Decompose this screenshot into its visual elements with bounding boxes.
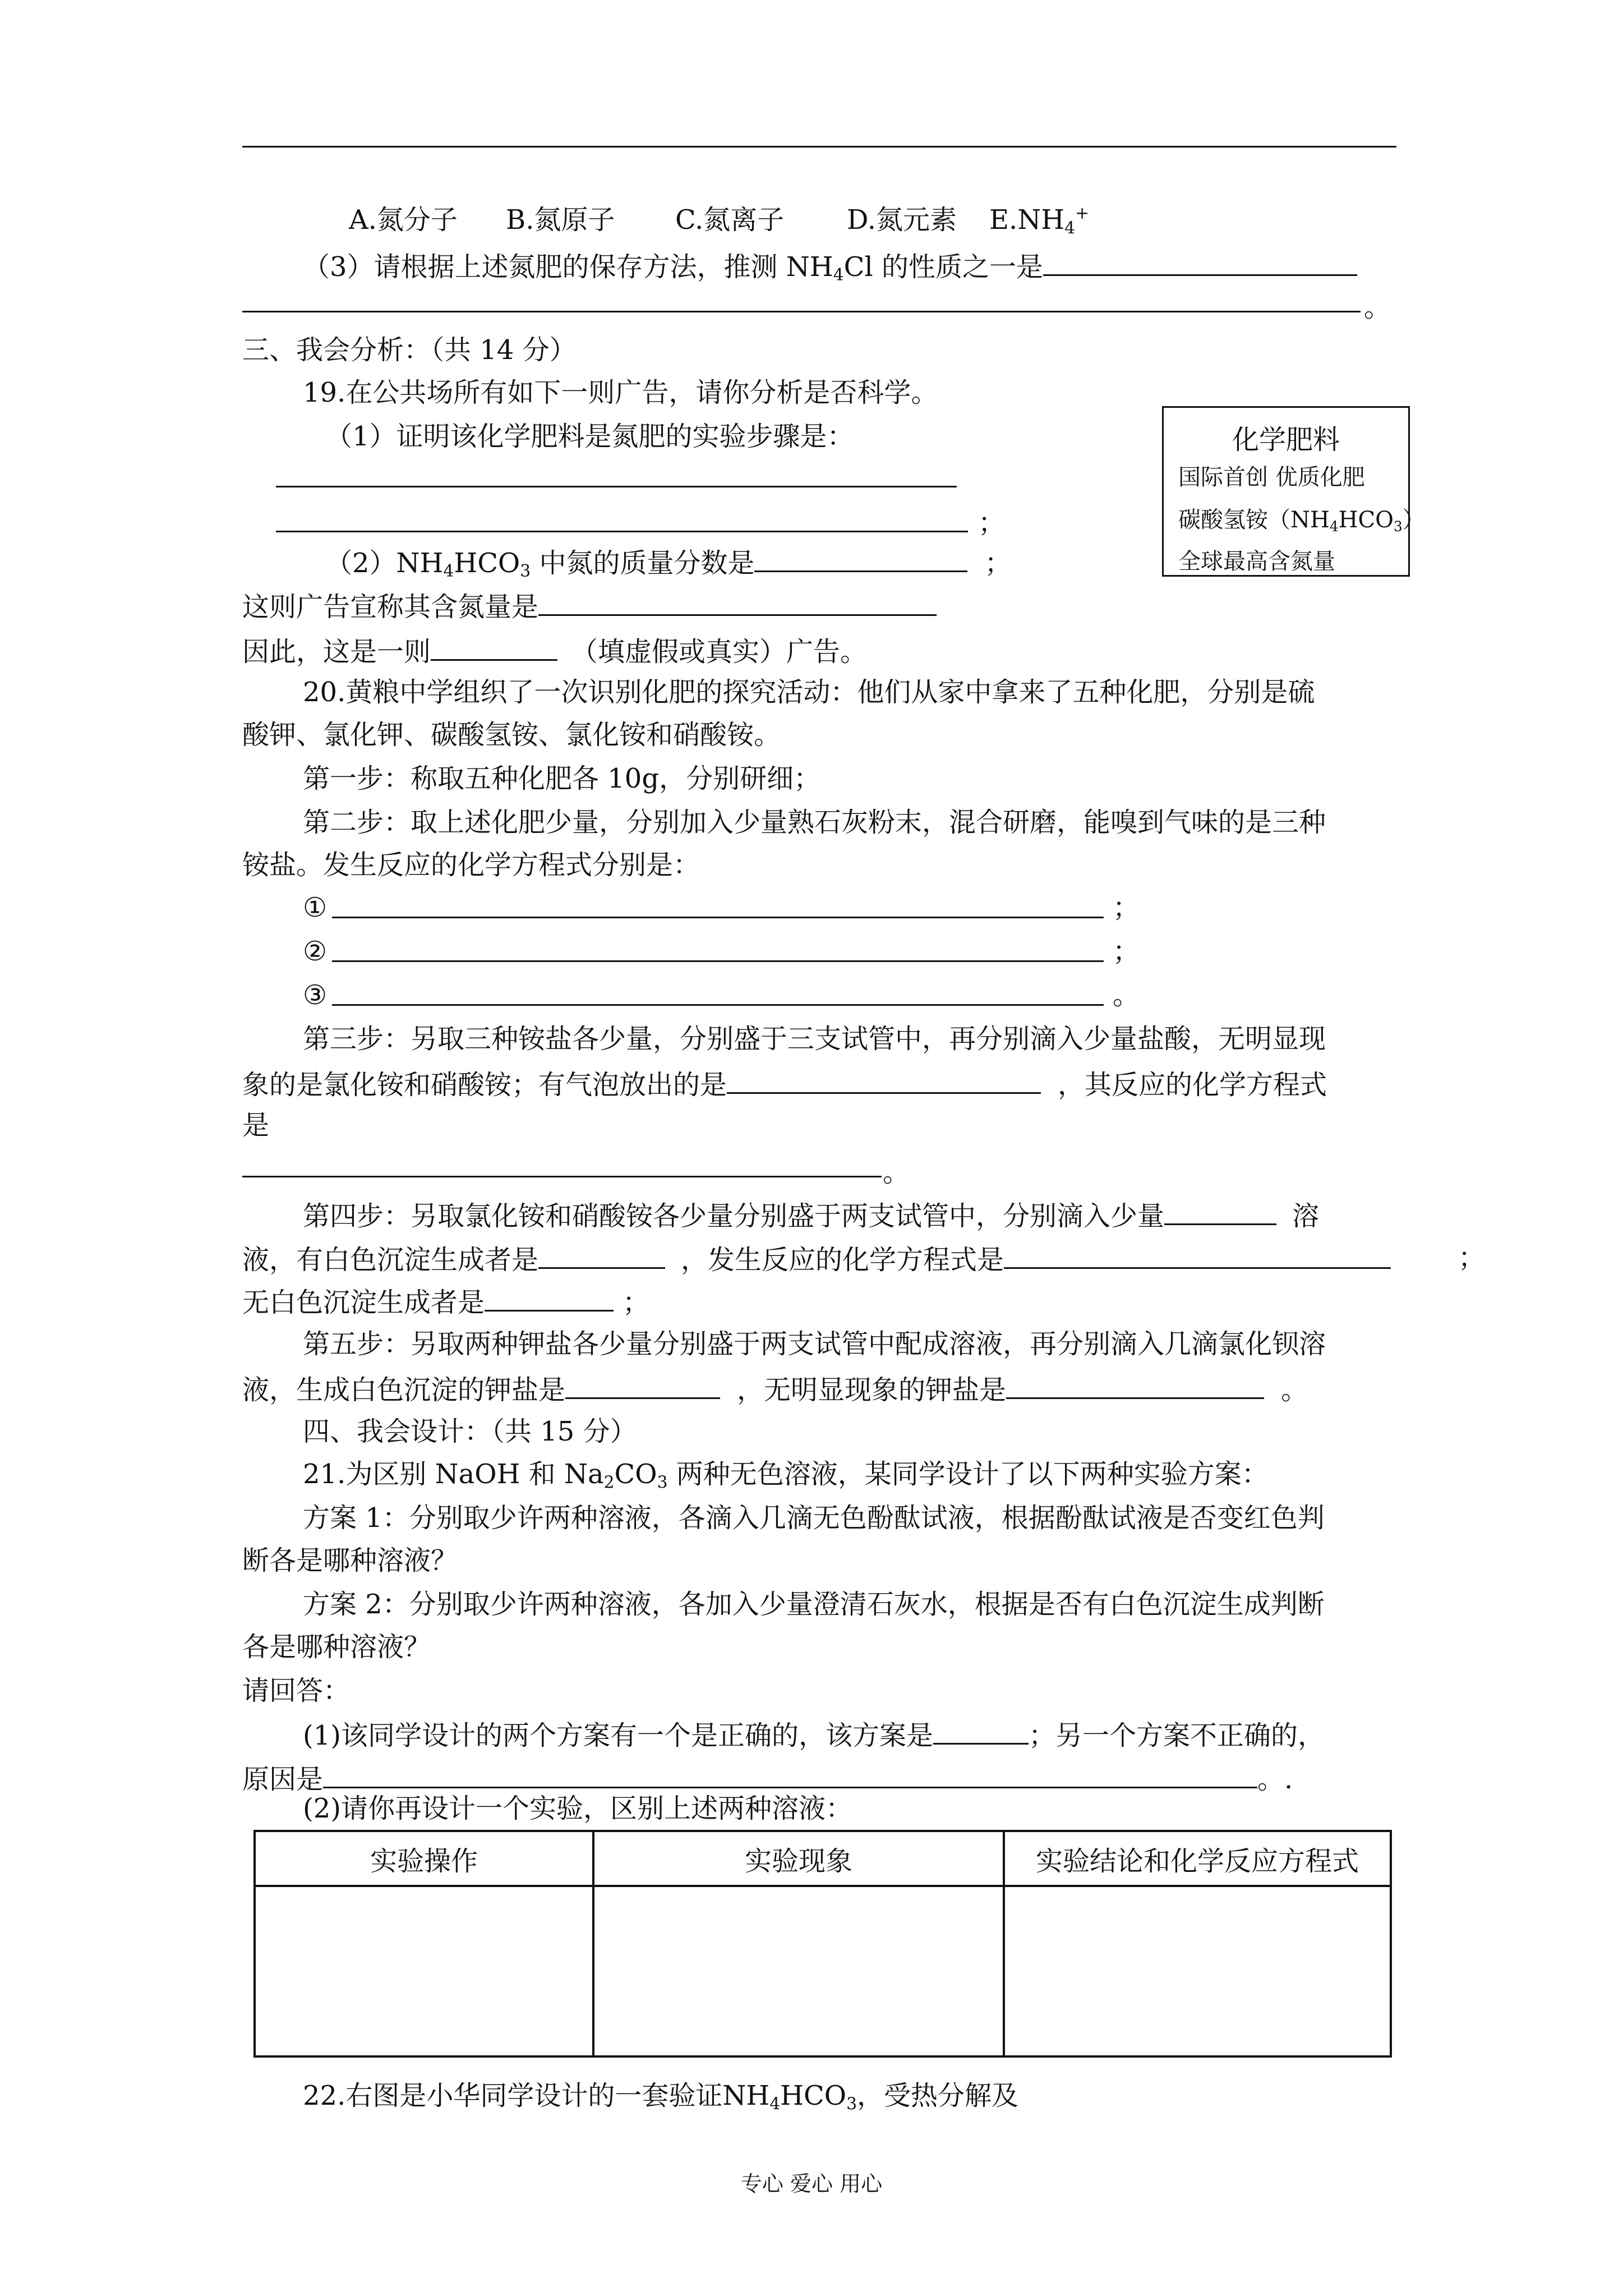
q20-step1: 第一步：称取五种化肥各 10g，分别研细； <box>303 763 821 794</box>
q20-step3-line3: 是 <box>242 1110 270 1141</box>
q19-claim: 这则广告宣称其含氮量是 <box>242 591 937 620</box>
q20-step5-line1: 第五步：另取两种钾盐各少量分别盛于两支试管中配成溶液，再分别滴入几滴氯化钡溶 <box>303 1328 1326 1360</box>
q19-conclusion: 因此，这是一则 （填虚假或真实）广告。 <box>242 636 868 668</box>
answer-blank[interactable] <box>485 1287 614 1312</box>
q21-plan1-line1: 方案 1：分别取少许两种溶液，各滴入几滴无色酚酞试液，根据酚酞试液是否变红色判 <box>303 1502 1325 1534</box>
answer-blank[interactable] <box>431 636 557 661</box>
answer-blank[interactable] <box>933 1720 1029 1745</box>
answer-blank[interactable] <box>754 547 967 572</box>
q20-step4-line2-end: ； <box>1458 1242 1486 1273</box>
answer-blank[interactable] <box>1006 1374 1264 1399</box>
answer-blank[interactable] <box>727 1069 1041 1094</box>
table-row <box>255 1886 1391 2056</box>
answer-line[interactable] <box>242 311 1361 312</box>
q18-option-d: D.氮元素 <box>847 204 957 236</box>
answer-blank[interactable] <box>323 1764 1257 1788</box>
q21-plan2-line1: 方案 2：分别取少许两种溶液，各加入少量澄清石灰水，根据是否有白色沉淀生成判断 <box>303 1589 1325 1620</box>
section4-heading: 四、我会设计：（共 15 分） <box>303 1416 637 1447</box>
equation-3-marker: ③ <box>303 979 328 1011</box>
q20-step3-end: 。 <box>883 1157 910 1188</box>
q18-part3: （3）请根据上述氮肥的保存方法，推测 $NH_4Cl$ 的性质之一是 <box>303 251 1357 280</box>
q18-option-b: B.氮原子 <box>506 204 615 236</box>
equation-1-line[interactable] <box>332 917 1104 918</box>
ad-line-2: 碳酸氢铵$(NH_4HCO_3)$ <box>1178 507 1425 535</box>
answer-line[interactable] <box>242 1176 882 1177</box>
q20-step4-line1: 第四步：另取氯化铵和硝酸铵各少量分别盛于两支试管中，分别滴入少量 溶 <box>303 1200 1320 1232</box>
q20-step3-line2: 象的是氯化铵和硝酸铵；有气泡放出的是 ，其反应的化学方程式 <box>242 1069 1327 1101</box>
ad-line-1: 国际首创 优质化肥 <box>1178 464 1365 490</box>
experiment-table <box>253 1830 1392 2058</box>
q21-stem: 21.为区别 NaOH 和 $Na_2CO_3$ 两种无色溶液，某同学设计了以下两种实验方案： <box>303 1458 1269 1493</box>
q20-stem-line1: 20.黄粮中学组织了一次识别化肥的探究活动：他们从家中拿来了五种化肥，分别是硫 <box>303 677 1315 708</box>
q18-option-c: C.氮离子 <box>675 204 785 236</box>
q21-plan1-line2: 断各是哪种溶液？ <box>242 1545 458 1576</box>
q21-question2: (2)请你再设计一个实验，区别上述两种溶液： <box>303 1793 852 1824</box>
ad-line-3: 全球最高含氮量 <box>1178 549 1335 574</box>
q19-semicolon: ； <box>978 507 1006 539</box>
page-footer: 专心 爱心 用心 <box>740 2171 883 2196</box>
equation-2-end: ； <box>1113 936 1140 967</box>
q18-option-a: A.氮分子 <box>349 204 458 236</box>
equation-1-marker: ① <box>303 892 328 923</box>
q20-step4-line2: 液，有白色沉淀生成者是 ，发生反应的化学方程式是 <box>242 1244 1391 1273</box>
q19-part2: $(2)NH_4HCO_3$ 中氮的质量分数是 ； <box>325 547 1012 582</box>
answer-blank[interactable] <box>538 591 937 616</box>
header-rule <box>242 146 1396 148</box>
answer-blank[interactable] <box>565 1374 720 1399</box>
column-header-operation: 实验操作 <box>255 1831 593 1886</box>
ad-title: 化学肥料 <box>1232 424 1340 455</box>
equation-3-line[interactable] <box>332 1004 1104 1006</box>
table-header-row <box>255 1831 1391 1886</box>
section3-heading: 三、我会分析：（共 14 分） <box>242 334 577 366</box>
answer-blank[interactable] <box>1043 251 1357 276</box>
column-header-conclusion: 实验结论和化学反应方程式 <box>1004 1831 1391 1886</box>
equation-1-end: ； <box>1113 892 1140 923</box>
answer-blank[interactable] <box>1004 1244 1391 1269</box>
q20-step5-line2: 液，生成白色沉淀的钾盐是 ，无明显现象的钾盐是 。 <box>242 1374 1308 1406</box>
q20-step2-line2: 铵盐。发生反应的化学方程式分别是： <box>242 849 700 881</box>
answer-blank[interactable] <box>538 1244 665 1269</box>
answer-line[interactable] <box>276 486 957 487</box>
equation-3-end: 。 <box>1113 979 1140 1011</box>
q20-step4-line3: 无白色沉淀生成者是 ； <box>242 1286 650 1318</box>
q21-question1-line1: (1)该同学设计的两个方案有一个是正确的，该方案是 ；另一个方案不正确的， <box>303 1719 1325 1751</box>
q18-option-e: $E.NH_4^+$ <box>989 203 1090 238</box>
q19-stem: 19.在公共场所有如下一则广告，请你分析是否科学。 <box>303 377 938 408</box>
q20-step2-line1: 第二步：取上述化肥少量，分别加入少量熟石灰粉末，混合研磨，能嗅到气味的是三种 <box>303 807 1326 838</box>
column-header-phenomenon: 实验现象 <box>593 1831 1004 1886</box>
q19-part1: （1）证明该化学肥料是氮肥的实验步骤是： <box>325 421 854 452</box>
answer-line[interactable] <box>276 531 968 532</box>
answer-cell-conclusion[interactable] <box>1004 1886 1391 2056</box>
q21-question1-line2: 原因是 。. <box>242 1763 1293 1795</box>
equation-2-marker: ② <box>303 936 328 967</box>
q21-prompt: 请回答： <box>242 1675 351 1706</box>
advertisement-box <box>1162 406 1425 577</box>
answer-blank[interactable] <box>1164 1200 1276 1225</box>
answer-cell-phenomenon[interactable] <box>593 1886 1004 2056</box>
equation-2-line[interactable] <box>332 960 1104 962</box>
q21-plan2-line2: 各是哪种溶液？ <box>242 1631 431 1663</box>
answer-cell-operation[interactable] <box>255 1886 593 2056</box>
q20-step3-line1: 第三步：另取三种铵盐各少量，分别盛于三支试管中，再分别滴入少量盐酸，无明显现 <box>303 1023 1326 1055</box>
q20-stem-line2: 酸钾、氯化钾、碳酸氢铵、氯化铵和硝酸铵。 <box>242 719 781 751</box>
q18-part3-end: 。 <box>1364 292 1391 323</box>
q22-stem: 22.右图是小华同学设计的一套验证$NH_4HCO_3$，受热分解及 <box>303 2080 1019 2114</box>
